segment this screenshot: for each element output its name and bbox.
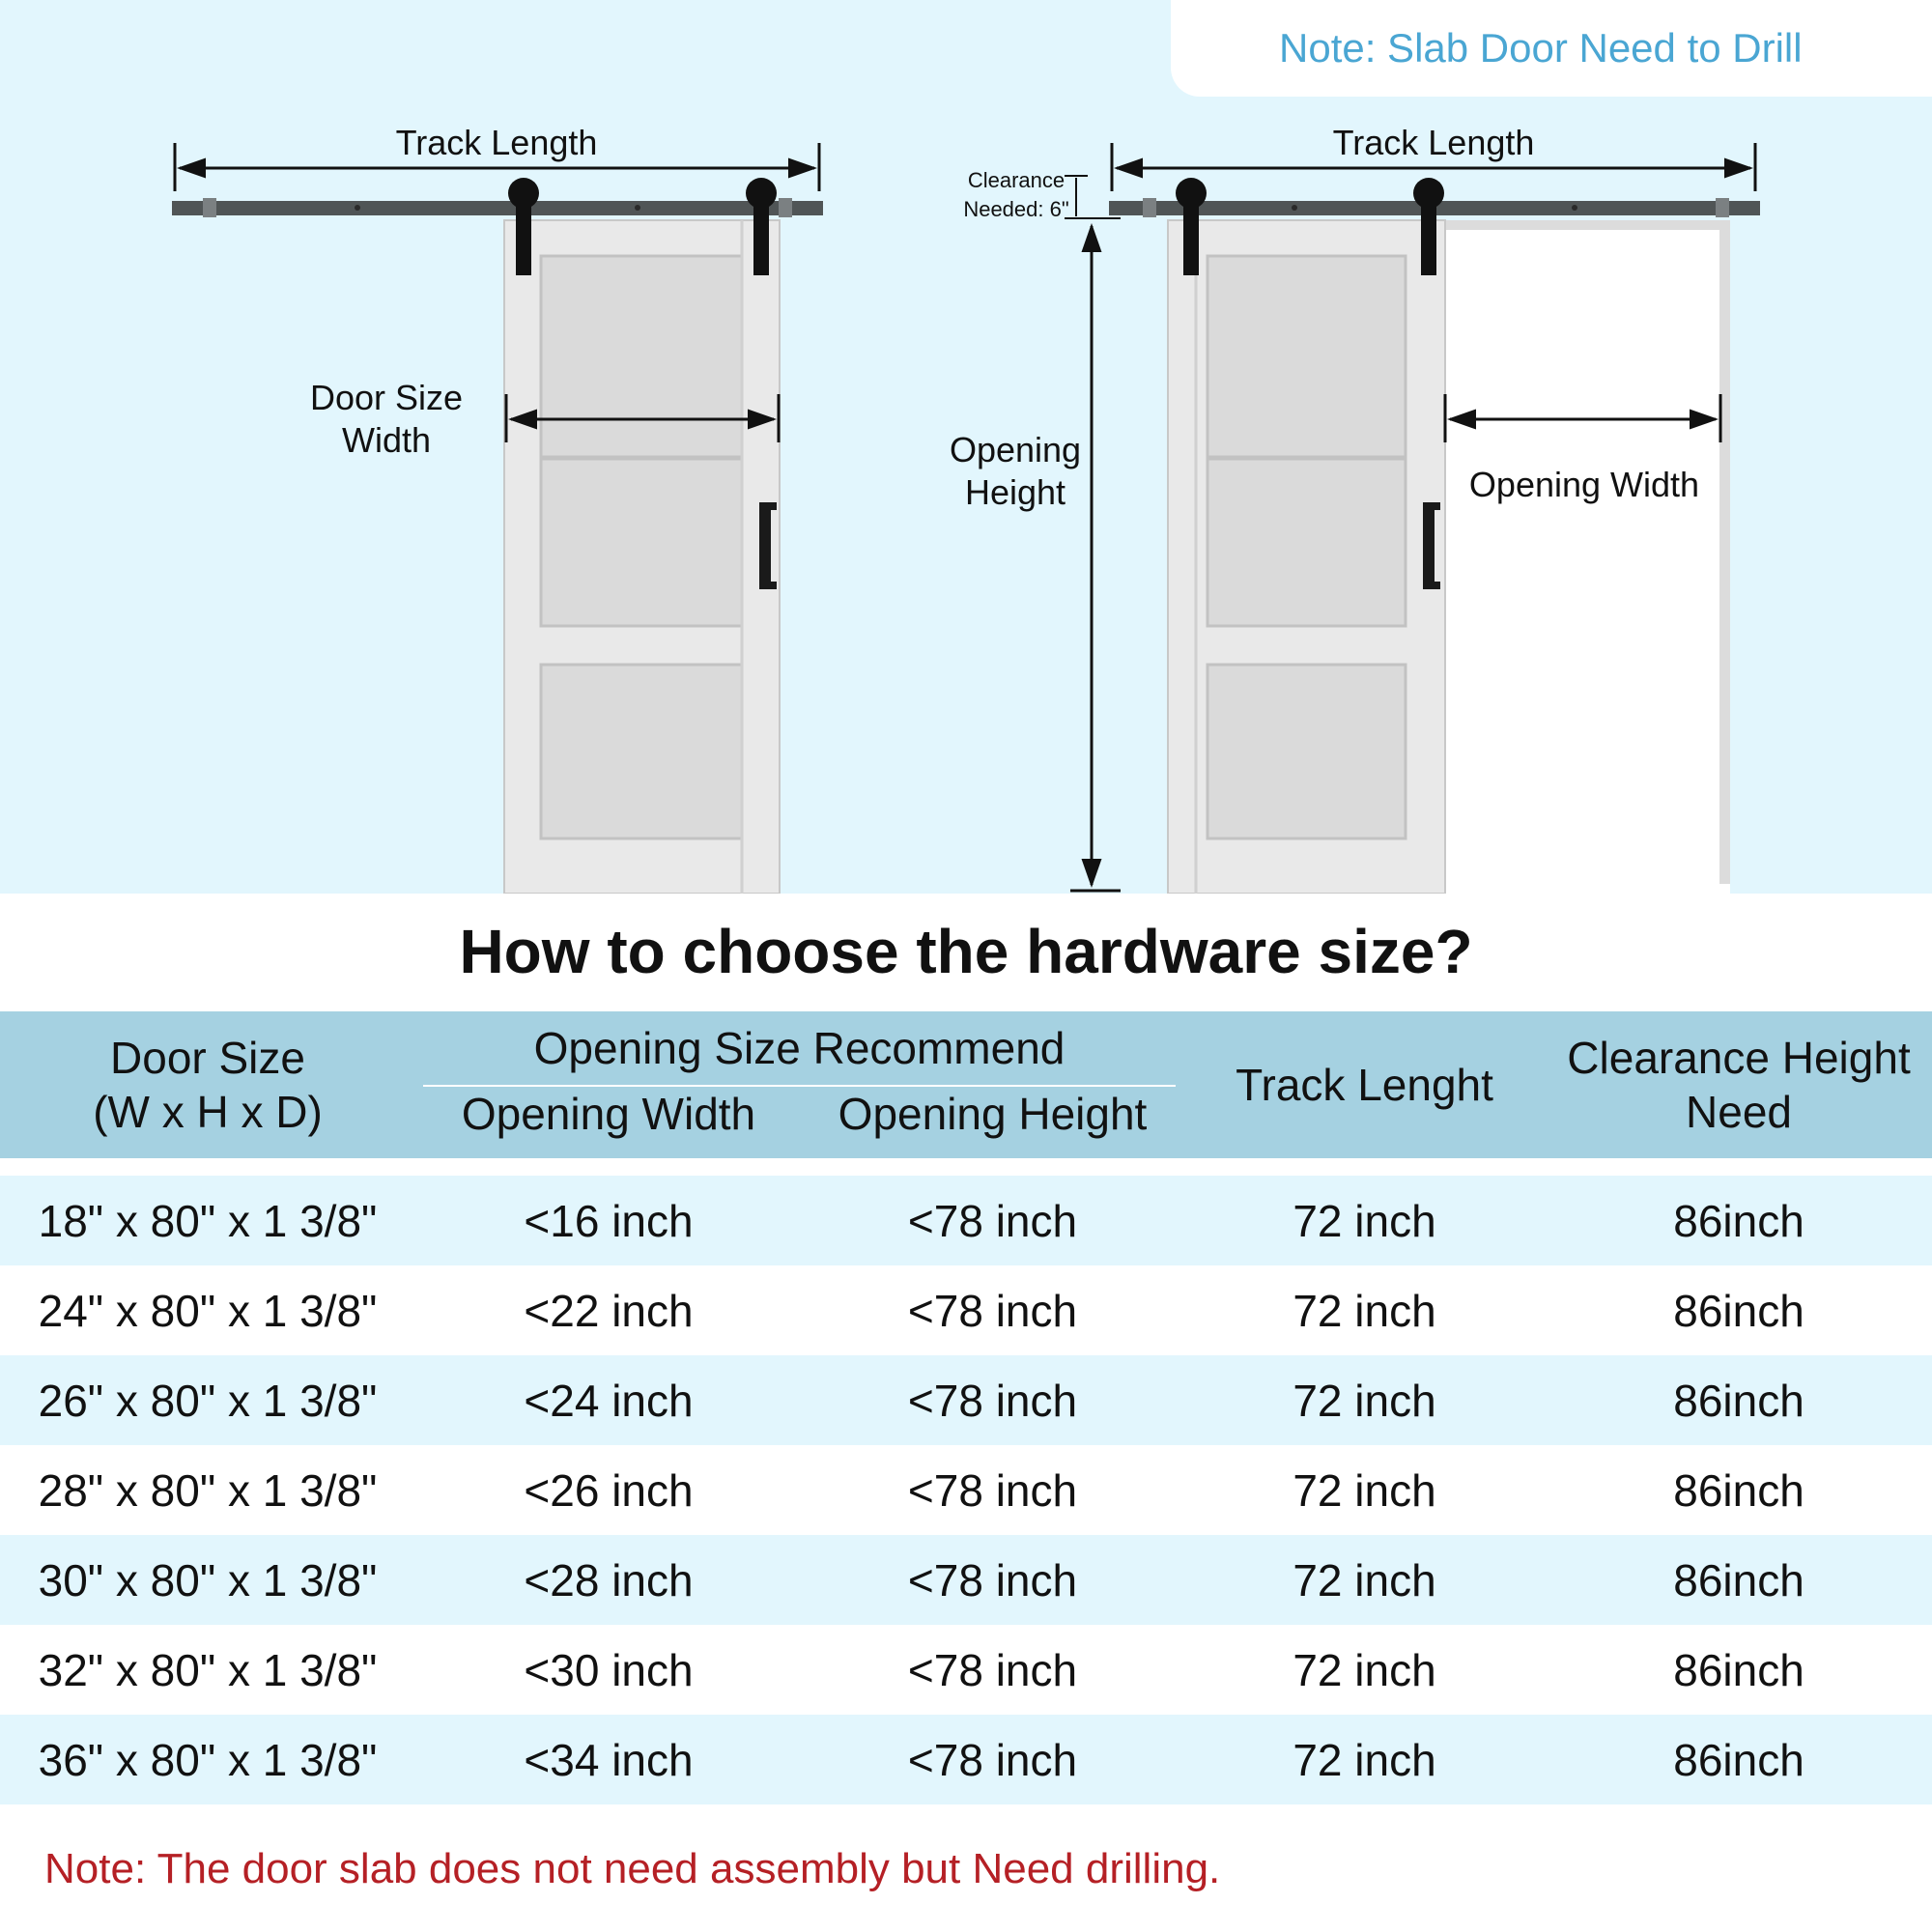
cell-clearance: 86inch bbox=[1546, 1265, 1932, 1355]
opening-height-dimension bbox=[950, 226, 1121, 891]
cell-opening-width: <30 inch bbox=[415, 1625, 802, 1715]
cell-door-size: 18" x 80" x 1 3/8" bbox=[0, 1176, 415, 1265]
header-door-size-line2: (W x H x D) bbox=[93, 1087, 323, 1137]
header-opening-height: Opening Height bbox=[802, 1087, 1183, 1158]
cell-door-size: 36" x 80" x 1 3/8" bbox=[0, 1715, 415, 1804]
cell-opening-height: <78 inch bbox=[802, 1176, 1183, 1265]
cell-opening-height: <78 inch bbox=[802, 1625, 1183, 1715]
left-track-rail bbox=[172, 198, 823, 217]
cell-door-size: 32" x 80" x 1 3/8" bbox=[0, 1625, 415, 1715]
opening-width-label: Opening Width bbox=[1468, 465, 1700, 504]
left-track-length-dimension bbox=[175, 123, 819, 191]
header-clearance bbox=[1546, 1011, 1932, 1158]
page-title: How to choose the hardware size? bbox=[459, 917, 1473, 986]
cell-clearance: 86inch bbox=[1546, 1625, 1932, 1715]
header-door-size bbox=[0, 1011, 415, 1158]
opening-height-label-line2: Height bbox=[964, 472, 1066, 512]
opening-height-label-line1: Opening bbox=[949, 430, 1082, 469]
cell-clearance: 86inch bbox=[1546, 1535, 1932, 1625]
left-track-length-label: Track Length bbox=[395, 123, 598, 162]
cell-opening-width: <34 inch bbox=[415, 1715, 802, 1804]
cell-door-size: 26" x 80" x 1 3/8" bbox=[0, 1355, 415, 1445]
clearance-label-line1: Clearance bbox=[967, 168, 1065, 192]
cell-door-size: 30" x 80" x 1 3/8" bbox=[0, 1535, 415, 1625]
cell-track-length: 72 inch bbox=[1183, 1355, 1546, 1445]
cell-opening-height: <78 inch bbox=[802, 1355, 1183, 1445]
right-track-length-label: Track Length bbox=[1332, 123, 1535, 162]
cell-opening-height: <78 inch bbox=[802, 1535, 1183, 1625]
cell-clearance: 86inch bbox=[1546, 1176, 1932, 1265]
header-clearance-line2: Need bbox=[1686, 1087, 1792, 1137]
table-row bbox=[0, 1625, 1932, 1715]
table-row bbox=[0, 1535, 1932, 1625]
cell-track-length: 72 inch bbox=[1183, 1625, 1546, 1715]
top-note-text: Note: Slab Door Need to Drill bbox=[1279, 25, 1803, 71]
cell-opening-width: <28 inch bbox=[415, 1535, 802, 1625]
cell-track-length: 72 inch bbox=[1183, 1715, 1546, 1804]
cell-opening-height: <78 inch bbox=[802, 1265, 1183, 1355]
right-door bbox=[1168, 220, 1445, 894]
left-door-diagram bbox=[172, 123, 823, 894]
hardware-size-table bbox=[0, 1011, 1932, 1804]
cell-clearance: 86inch bbox=[1546, 1715, 1932, 1804]
table-row bbox=[0, 1176, 1932, 1265]
clearance-dimension bbox=[963, 168, 1121, 221]
cell-door-size: 24" x 80" x 1 3/8" bbox=[0, 1265, 415, 1355]
cell-track-length: 72 inch bbox=[1183, 1535, 1546, 1625]
cell-track-length: 72 inch bbox=[1183, 1265, 1546, 1355]
header-opening-group-label: Opening Size Recommend bbox=[423, 1011, 1176, 1087]
header-door-size-line1: Door Size bbox=[110, 1033, 305, 1083]
table-row bbox=[0, 1355, 1932, 1445]
bottom-note: Note: The door slab does not need assembly but Need drilling. bbox=[44, 1845, 1221, 1892]
cell-opening-width: <22 inch bbox=[415, 1265, 802, 1355]
header-opening-width: Opening Width bbox=[415, 1087, 802, 1158]
barn-door-diagram bbox=[0, 0, 1932, 894]
header-opening-group bbox=[415, 1011, 1183, 1087]
cell-clearance: 86inch bbox=[1546, 1355, 1932, 1445]
table-row bbox=[0, 1445, 1932, 1535]
table-row bbox=[0, 1265, 1932, 1355]
cell-opening-width: <24 inch bbox=[415, 1355, 802, 1445]
cell-track-length: 72 inch bbox=[1183, 1445, 1546, 1535]
header-clearance-line1: Clearance Height bbox=[1567, 1033, 1911, 1083]
table-row bbox=[0, 1715, 1932, 1804]
door-size-width-label-line2: Width bbox=[341, 420, 432, 460]
right-door-diagram bbox=[950, 123, 1760, 894]
cell-opening-width: <26 inch bbox=[415, 1445, 802, 1535]
cell-door-size: 28" x 80" x 1 3/8" bbox=[0, 1445, 415, 1535]
cell-opening-height: <78 inch bbox=[802, 1715, 1183, 1804]
header-track-length: Track Lenght bbox=[1183, 1011, 1546, 1158]
clearance-label-line2: Needed: 6" bbox=[963, 197, 1069, 221]
door-size-width-label-line1: Door Size bbox=[309, 378, 464, 417]
left-door bbox=[504, 220, 780, 894]
cell-clearance: 86inch bbox=[1546, 1445, 1932, 1535]
door-opening-frame bbox=[1445, 220, 1730, 894]
cell-track-length: 72 inch bbox=[1183, 1176, 1546, 1265]
cell-opening-height: <78 inch bbox=[802, 1445, 1183, 1535]
cell-opening-width: <16 inch bbox=[415, 1176, 802, 1265]
